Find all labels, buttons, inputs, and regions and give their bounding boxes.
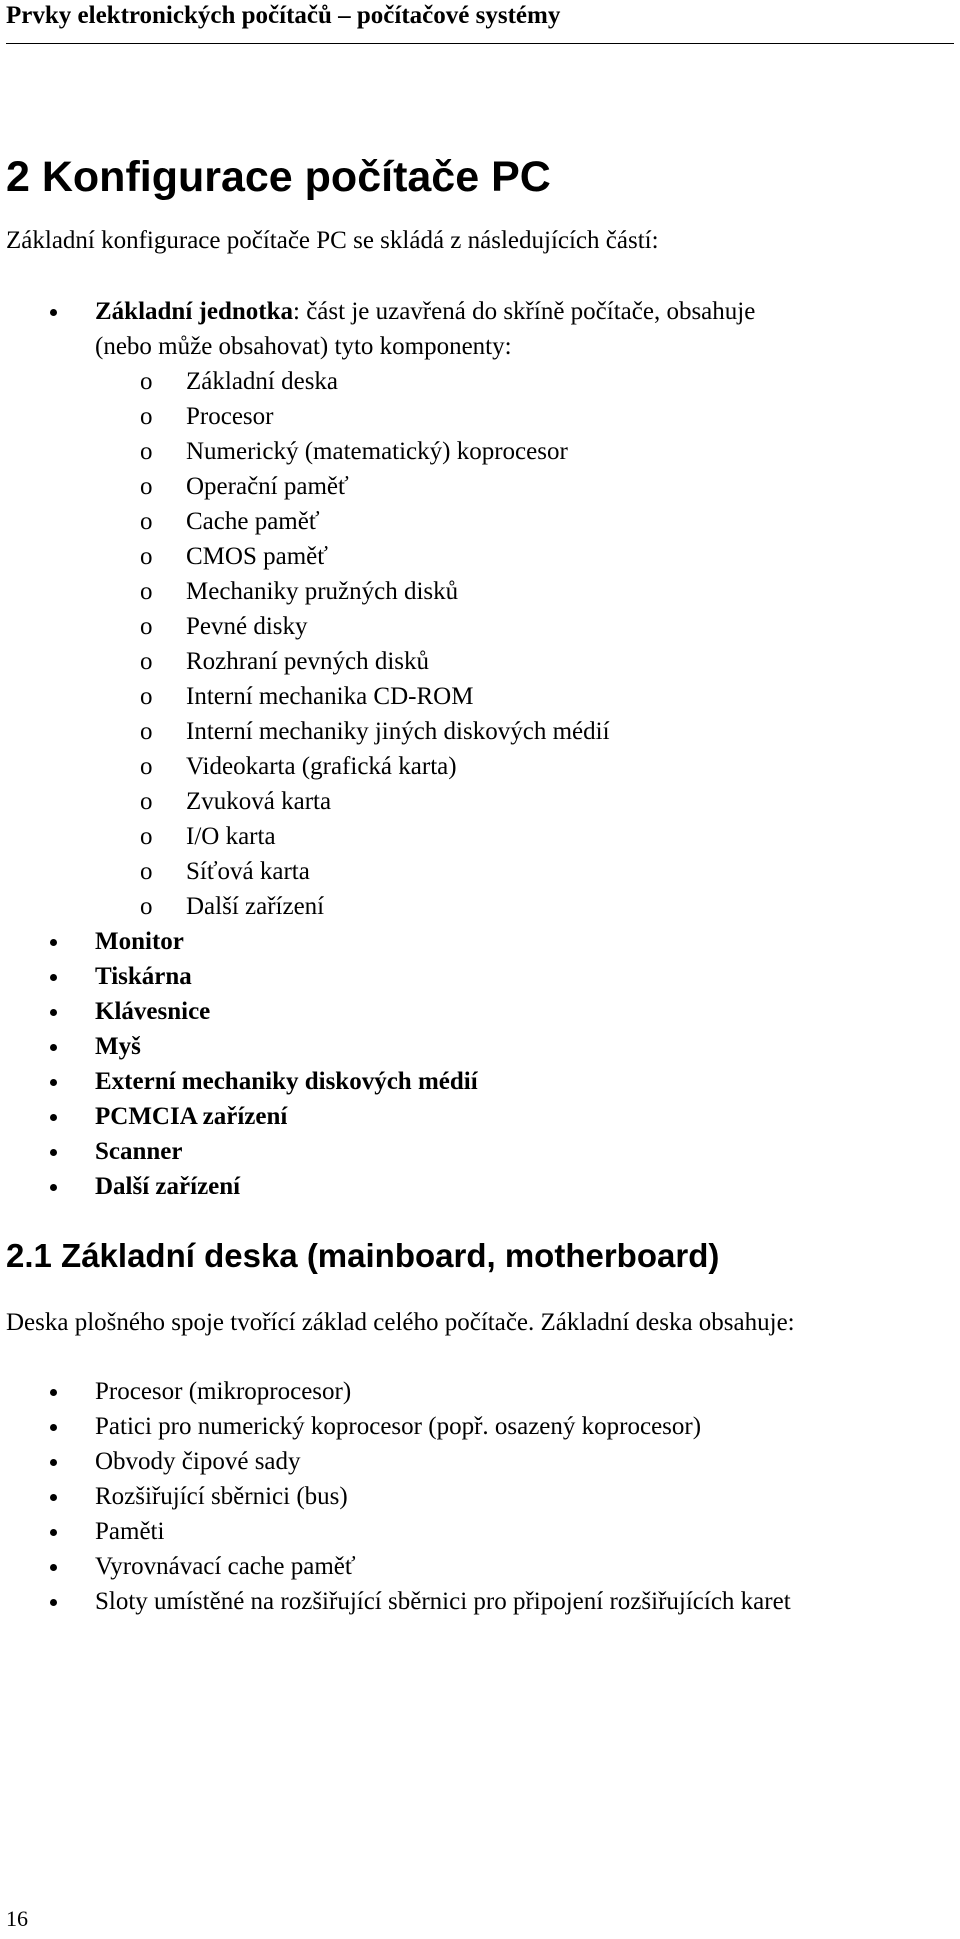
bullet-icon [50, 939, 57, 946]
configuration-list [0, 294, 755, 1204]
bullet-icon [50, 1459, 57, 1466]
component-label: Rozhraní pevných disků [186, 648, 430, 675]
mainboard-item [0, 1444, 791, 1479]
bullet-icon [50, 1424, 57, 1431]
part-label: PCMCIA zařízení [95, 1103, 288, 1130]
component-item [0, 889, 755, 924]
circle-bullet-icon: o [140, 473, 153, 500]
page-header-title: Prvky elektronických počítačů – počítačové systémy [6, 2, 561, 29]
main-unit-term: Základní jednotka [95, 298, 293, 325]
mainboard-item-label: Obvody čipové sady [95, 1448, 301, 1475]
component-label: I/O karta [186, 823, 276, 850]
part-label: Monitor [95, 928, 184, 955]
component-item [0, 539, 755, 574]
component-label: Procesor [186, 403, 274, 430]
part-label: Tiskárna [95, 963, 192, 990]
mainboard-item [0, 1374, 791, 1409]
part-label: Scanner [95, 1138, 183, 1165]
circle-bullet-icon: o [140, 823, 153, 850]
component-item [0, 784, 755, 819]
circle-bullet-icon: o [140, 508, 153, 535]
mainboard-item-label: Rozšiřující sběrnici (bus) [95, 1483, 348, 1510]
component-item [0, 679, 755, 714]
mainboard-item [0, 1479, 791, 1514]
component-item [0, 574, 755, 609]
part-item [0, 1029, 755, 1064]
bullet-icon [50, 974, 57, 981]
header-divider [6, 43, 954, 44]
circle-bullet-icon: o [140, 578, 153, 605]
bullet-icon [50, 1599, 57, 1606]
part-item [0, 1064, 755, 1099]
component-item [0, 854, 755, 889]
component-label: Další zařízení [186, 893, 325, 920]
subsection-intro: Deska plošného spoje tvořící základ celého počítače. Základní deska obsahuje: [6, 1309, 795, 1336]
bullet-icon [50, 1494, 57, 1501]
component-label: Interní mechanika CD-ROM [186, 683, 474, 710]
circle-bullet-icon: o [140, 438, 153, 465]
bullet-icon [50, 1529, 57, 1536]
main-unit-text-continued: (nebo může obsahovat) tyto komponenty: [95, 333, 512, 360]
bullet-icon [50, 1044, 57, 1051]
bullet-icon [50, 1564, 57, 1571]
component-item [0, 364, 755, 399]
component-label: CMOS paměť [186, 543, 328, 570]
component-label: Mechaniky pružných disků [186, 578, 459, 605]
part-item [0, 1099, 755, 1134]
component-label: Videokarta (grafická karta) [186, 753, 457, 780]
bullet-icon [50, 1079, 57, 1086]
circle-bullet-icon: o [140, 403, 153, 430]
circle-bullet-icon: o [140, 788, 153, 815]
section-intro: Základní konfigurace počítače PC se skládá z následujících částí: [6, 227, 659, 254]
mainboard-item-label: Patici pro numerický koprocesor (popř. osazený koprocesor) [95, 1413, 702, 1440]
subsection-heading: 2.1 Základní deska (mainboard, motherboard) [6, 1237, 720, 1274]
bullet-icon [50, 1184, 57, 1191]
component-item [0, 644, 755, 679]
part-item [0, 994, 755, 1029]
component-item [0, 504, 755, 539]
circle-bullet-icon: o [140, 613, 153, 640]
circle-bullet-icon: o [140, 858, 153, 885]
component-label: Numerický (matematický) koprocesor [186, 438, 568, 465]
part-item [0, 1134, 755, 1169]
component-item [0, 819, 755, 854]
mainboard-item-label: Sloty umístěné na rozšiřující sběrnici pro připojení rozšiřujících karet [95, 1588, 791, 1615]
part-label: Myš [95, 1033, 141, 1060]
page-number: 16 [6, 1906, 28, 1931]
part-item [0, 1169, 755, 1204]
bullet-icon [50, 1114, 57, 1121]
component-label: Pevné disky [186, 613, 308, 640]
section-heading: 2 Konfigurace počítače PC [6, 153, 551, 201]
part-item [0, 959, 755, 994]
component-label: Zvuková karta [186, 788, 332, 815]
bullet-icon [50, 1009, 57, 1016]
mainboard-item [0, 1409, 791, 1444]
bullet-icon [50, 309, 57, 316]
main-unit-text: : část je uzavřená do skříně počítače, obsahuje [293, 298, 756, 325]
bullet-icon [50, 1389, 57, 1396]
component-item [0, 609, 755, 644]
part-label: Klávesnice [95, 998, 211, 1025]
component-label: Síťová karta [186, 858, 310, 885]
component-label: Základní deska [186, 368, 339, 395]
component-item [0, 434, 755, 469]
circle-bullet-icon: o [140, 893, 153, 920]
part-item [0, 924, 755, 959]
circle-bullet-icon: o [140, 368, 153, 395]
circle-bullet-icon: o [140, 648, 153, 675]
circle-bullet-icon: o [140, 718, 153, 745]
component-label: Interní mechaniky jiných diskových médií [186, 718, 610, 745]
circle-bullet-icon: o [140, 753, 153, 780]
list-item-main-unit [0, 294, 755, 329]
component-label: Cache paměť [186, 508, 320, 535]
bullet-icon [50, 1149, 57, 1156]
mainboard-item-label: Vyrovnávací cache paměť [95, 1553, 356, 1580]
mainboard-item [0, 1514, 791, 1549]
mainboard-contents-list [0, 1374, 791, 1619]
part-label: Další zařízení [95, 1173, 241, 1200]
component-item [0, 714, 755, 749]
component-item [0, 469, 755, 504]
part-label: Externí mechaniky diskových médií [95, 1068, 478, 1095]
component-item [0, 399, 755, 434]
component-label: Operační paměť [186, 473, 349, 500]
circle-bullet-icon: o [140, 543, 153, 570]
circle-bullet-icon: o [140, 683, 153, 710]
mainboard-item [0, 1549, 791, 1584]
mainboard-item [0, 1584, 791, 1619]
mainboard-item-label: Paměti [95, 1518, 165, 1545]
component-item [0, 749, 755, 784]
mainboard-item-label: Procesor (mikroprocesor) [95, 1378, 352, 1405]
list-item-main-unit-continued [0, 329, 755, 364]
